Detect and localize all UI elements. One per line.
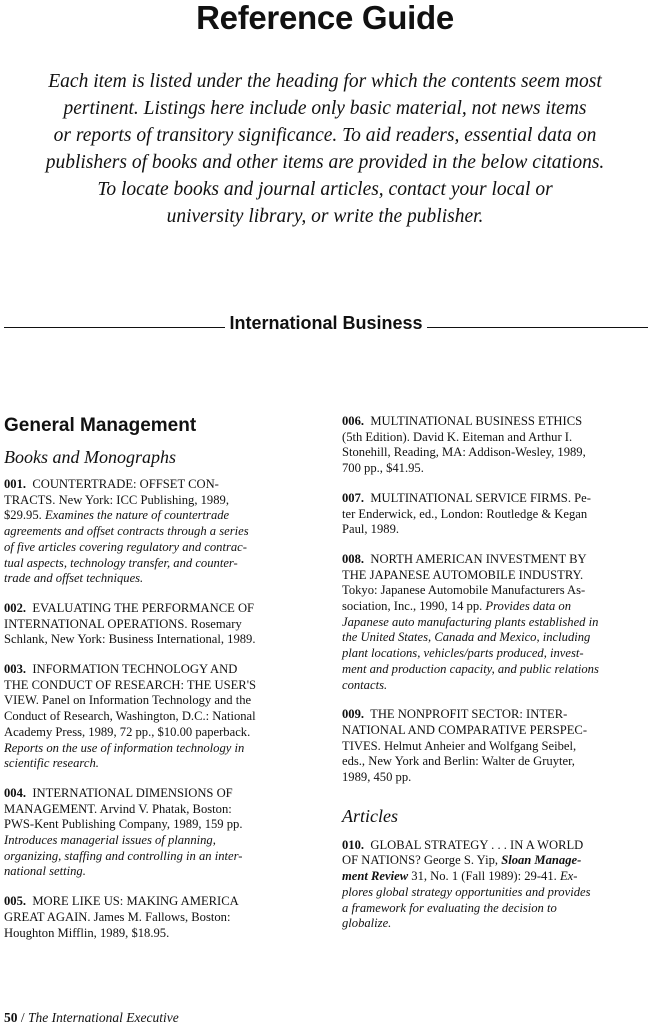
entry-line: 001. COUNTERTRADE: OFFSET CON- xyxy=(4,477,219,491)
footer-separator: / xyxy=(20,1010,25,1025)
page-number: 50 xyxy=(4,1010,18,1025)
entry-line: 004. INTERNATIONAL DIMENSIONS OF xyxy=(4,785,233,800)
entry-line: THE CONDUCT OF RESEARCH: THE USER'S xyxy=(4,677,256,692)
entry-line: MANAGEMENT. Arvind V. Phatak, Boston: xyxy=(4,801,232,816)
entry-number: 006. xyxy=(342,414,365,428)
entry-line: $29.95. Examines the nature of countertrade xyxy=(4,508,230,523)
entry-description: contacts. xyxy=(342,677,388,692)
entry-number: 002. xyxy=(4,600,27,615)
entry-003 xyxy=(4,662,309,772)
entry-number: 004. xyxy=(4,785,27,800)
entry-description: trade and offset techniques. xyxy=(4,571,144,586)
entry-line: 010. GLOBAL STRATEGY . . . IN A WORLD xyxy=(342,837,584,852)
entry-number: 010. xyxy=(342,837,365,852)
entry-line: VIEW. Panel on Information Technology and the xyxy=(4,693,252,708)
entry-number: 008. xyxy=(342,551,365,566)
intro-line: To locate books and journal articles, contact your local or xyxy=(97,179,553,200)
entry-line: 700 pp., $41.95. xyxy=(342,461,424,476)
entry-009 xyxy=(342,707,644,786)
entry-008 xyxy=(342,552,644,693)
entry-line: (5th Edition). David K. Eiteman and Arthur I. xyxy=(342,429,573,444)
section-heading: International Business xyxy=(229,313,423,333)
rule-right xyxy=(427,327,648,328)
entry-description: of five articles covering regulatory and contrac- xyxy=(4,539,247,554)
entry-010 xyxy=(342,838,644,932)
entry-line: OF NATIONS? George S. Yip, Sloan Manage- xyxy=(342,853,582,868)
main-heading: General Management xyxy=(4,415,197,436)
right-column xyxy=(342,414,644,946)
entry-line: 005. MORE LIKE US: MAKING AMERICA xyxy=(4,894,239,909)
entry-line: 009. THE NONPROFIT SECTOR: INTER- xyxy=(342,707,568,722)
entry-number: 007. xyxy=(342,490,365,505)
page-footer xyxy=(4,1010,179,1026)
entry-line: TRACTS. New York: ICC Publishing, 1989, xyxy=(4,492,229,507)
entry-description: scientific research. xyxy=(4,756,99,771)
entry-description: national setting. xyxy=(4,864,86,879)
entry-line: GREAT AGAIN. James M. Fallows, Boston: xyxy=(4,909,231,924)
entry-line: 006. MULTINATIONAL BUSINESS ETHICS xyxy=(342,414,583,428)
entry-line: 008. NORTH AMERICAN INVESTMENT BY xyxy=(342,551,587,566)
entry-description: plant locations, vehicles/parts produced, invest- xyxy=(342,646,584,661)
entry-description: globalize. xyxy=(342,916,392,931)
entry-line: Paul, 1989. xyxy=(342,522,400,537)
journal-title: ment Review xyxy=(342,869,409,884)
entry-line: Houghton Mifflin, 1989, $18.95. xyxy=(4,925,170,940)
section-heading-rule xyxy=(4,312,648,334)
entry-line: 003. INFORMATION TECHNOLOGY AND xyxy=(4,662,238,677)
entry-line: Tokyo: Japanese Automobile Manufacturers As- xyxy=(342,583,586,598)
entry-description: Ex- xyxy=(559,869,578,884)
entry-line: ter Enderwick, ed., London: Routledge & Kegan xyxy=(342,506,588,521)
entry-line: THE JAPANESE AUTOMOBILE INDUSTRY. xyxy=(342,567,584,582)
entry-description: Examines the nature of countertrade xyxy=(44,508,230,523)
entry-006 xyxy=(342,414,644,477)
intro-line: Each item is listed under the heading for which the contents seem most xyxy=(48,71,602,92)
entry-description: Reports on the use of information technology in xyxy=(4,740,245,755)
intro-line: pertinent. Listings here include only basic material, not news items xyxy=(63,98,587,119)
entry-line: NATIONAL AND COMPARATIVE PERSPEC- xyxy=(342,722,588,737)
entry-line: Conduct of Research, Washington, D.C.: National xyxy=(4,709,256,724)
intro-line: publishers of books and other items are provided in the below citations. xyxy=(45,152,605,173)
entry-001 xyxy=(4,477,309,587)
intro-line: or reports of transitory significance. To aid readers, essential data on xyxy=(53,125,597,146)
subheading-articles: Articles xyxy=(342,805,398,826)
entry-line: INTERNATIONAL OPERATIONS. Rosemary xyxy=(4,616,242,631)
entry-line: Academy Press, 1989, 72 pp., $10.00 paperback. xyxy=(4,724,251,739)
entry-line: 1989, 450 pp. xyxy=(342,770,412,785)
entry-description: agreements and offset contracts through a series xyxy=(4,524,249,539)
journal-title: Sloan Manage- xyxy=(501,853,582,868)
subheading-books: Books and Monographs xyxy=(4,447,176,467)
entry-line: Stonehill, Reading, MA: Addison-Wesley, 1989, xyxy=(342,445,586,460)
entry-line: TIVES. Helmut Anheier and Wolfgang Seibel, xyxy=(342,738,577,753)
entry-description: the United States, Canada and Mexico, including xyxy=(342,630,591,645)
entry-line: eds., New York and Berlin: Walter de Gruyter, xyxy=(342,754,575,769)
entry-number: 001. xyxy=(4,477,27,491)
entry-description: Introduces managerial issues of planning, xyxy=(4,833,216,848)
intro-line: university library, or write the publisher. xyxy=(166,206,484,227)
entry-number: 009. xyxy=(342,707,365,722)
journal-name: The International Executive xyxy=(28,1010,179,1025)
entry-description: plores global strategy opportunities and provides xyxy=(342,884,591,899)
intro-paragraph xyxy=(0,68,650,230)
entry-number: 003. xyxy=(4,662,27,677)
page-title: Reference Guide xyxy=(196,0,454,36)
entry-007 xyxy=(342,491,644,538)
entry-number: 005. xyxy=(4,894,27,909)
entry-description: tual aspects, technology transfer, and counter- xyxy=(4,555,238,570)
entry-line: Schlank, New York: Business International, 1989. xyxy=(4,632,256,647)
entry-line: 007. MULTINATIONAL SERVICE FIRMS. Pe- xyxy=(342,490,591,505)
entry-description: Provides data on xyxy=(485,599,572,614)
entry-description: a framework for evaluating the decision to xyxy=(342,900,557,915)
entry-description: Japanese auto manufacturing plants established in xyxy=(342,614,599,629)
entry-002 xyxy=(4,601,309,648)
entry-005 xyxy=(4,894,309,941)
entry-line: ment Review 31, No. 1 (Fall 1989): 29-41. Ex- xyxy=(342,869,578,884)
entry-line: sociation, Inc., 1990, 14 pp. Provides data on xyxy=(342,599,572,614)
rule-left xyxy=(4,327,225,328)
entry-description: organizing, staffing and controlling in an inter- xyxy=(4,848,243,863)
entry-line: PWS-Kent Publishing Company, 1989, 159 pp. xyxy=(4,817,243,832)
left-column xyxy=(4,410,309,955)
entry-line: 002. EVALUATING THE PERFORMANCE OF xyxy=(4,600,255,615)
entry-description: ment and production capacity, and public relations xyxy=(342,661,599,676)
entry-004 xyxy=(4,786,309,880)
